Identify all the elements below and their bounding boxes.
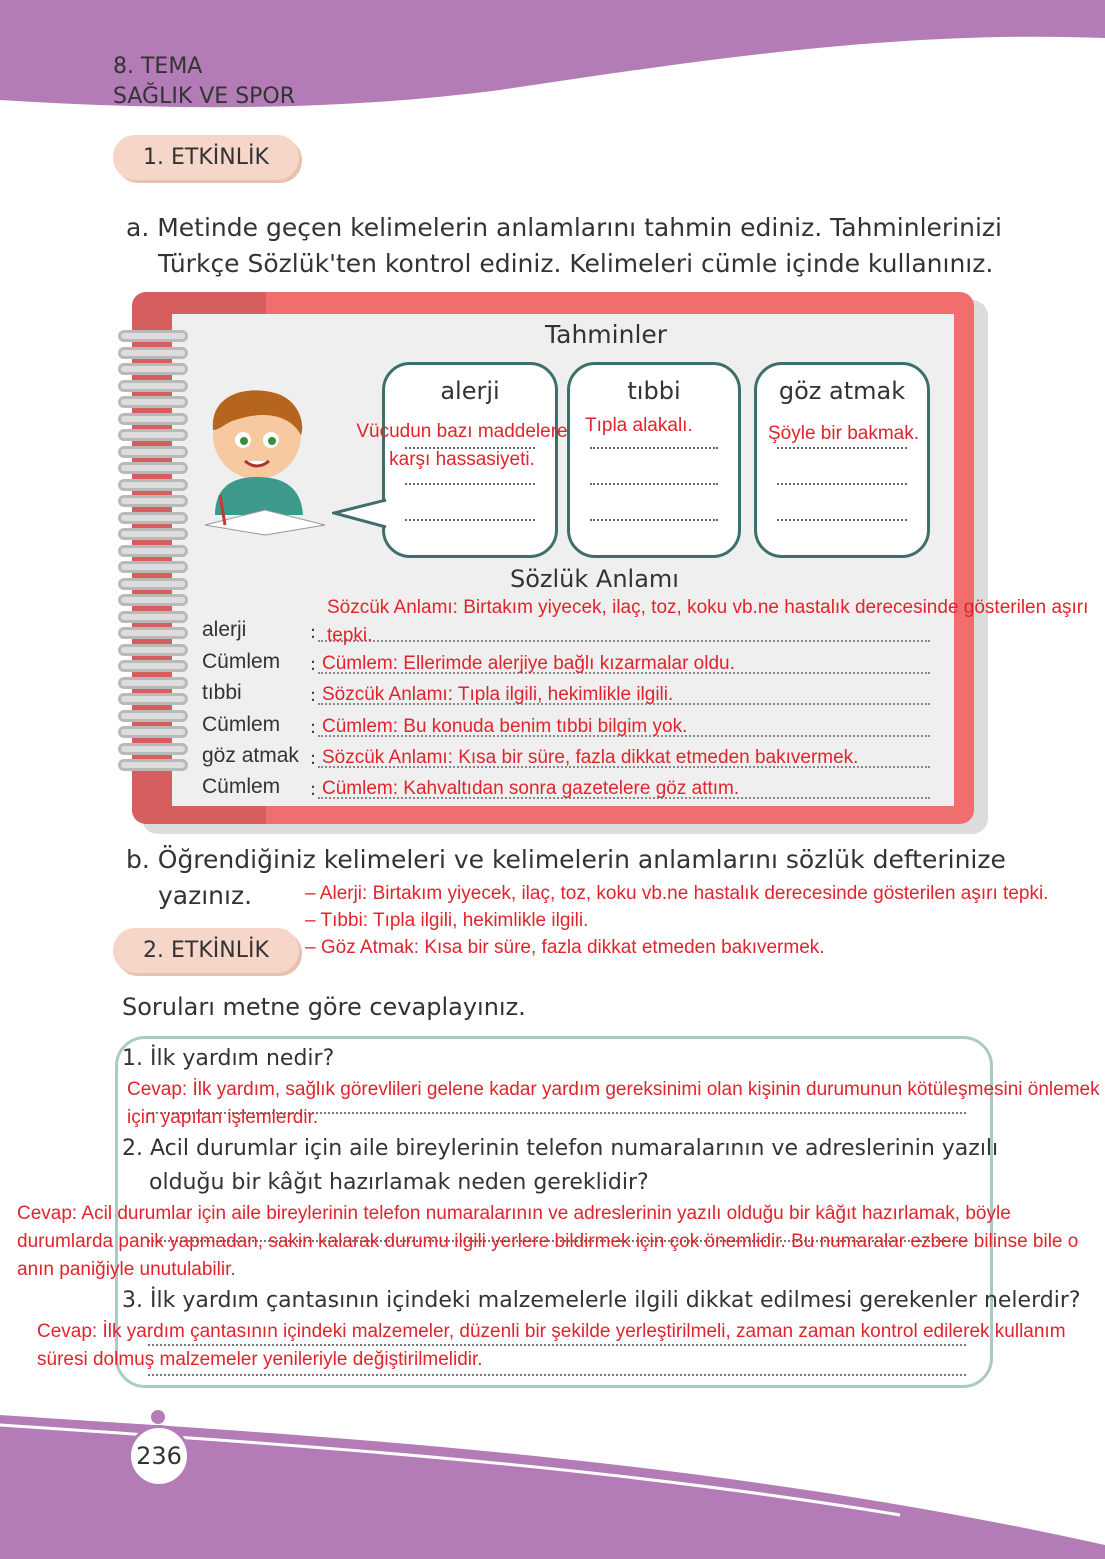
row-answer: Sözcük Anlamı: Tıpla ilgili, hekimlikle ilgili. [322, 684, 674, 705]
spiral-ring [118, 479, 188, 491]
spiral-ring [118, 594, 188, 606]
prediction-bubble [754, 362, 930, 558]
activity-2-instruction: Soruları metne göre cevaplayınız. [122, 993, 526, 1021]
row-answer: Cümlem: Ellerimde alerjiye bağlı kızarmalar oldu. [322, 653, 735, 674]
question-2-line2: olduğu bir kâğıt hazırlamak neden gereklidir? [149, 1170, 649, 1195]
instruction-a [126, 210, 1002, 282]
spiral-ring [118, 660, 188, 672]
answer-b-goz-atmak: – Göz Atmak: Kısa bir süre, fazla dikkat etmeden bakıvermek. [305, 937, 825, 958]
spiral-ring [118, 743, 188, 755]
colon: : [310, 654, 317, 675]
spiral-ring [118, 644, 188, 656]
spiral-ring [118, 561, 188, 573]
row-label: Cümlem [202, 775, 281, 798]
answer-b-tibbi: – Tıbbi: Tıpla ilgili, hekimlikle ilgili. [305, 910, 589, 931]
spiral-ring [118, 627, 188, 639]
answer-line [590, 519, 718, 521]
speech-tail [332, 495, 392, 535]
theme-title: SAĞLIK VE SPOR [113, 84, 296, 109]
row-answer: Sözcük Anlamı: Birtakım yiyecek, ilaç, toz, koku vb.ne hastalık derecesinde gösterilen aşırı tepki. [327, 597, 1089, 646]
colon: : [310, 779, 317, 800]
spiral-ring [118, 396, 188, 408]
answer-b-alerji: – Alerji: Birtakım yiyecek, ilaç, toz, koku vb.ne hastalık derecesinde gösterilen aşırı tepki. [305, 883, 1049, 904]
row-answer: Sözcük Anlamı: Kısa bir süre, fazla dikkat etmeden bakıvermek. [322, 747, 859, 768]
bubble-word: göz atmak [778, 377, 906, 405]
colon: : [310, 622, 317, 643]
activity-2-badge: 2. ETKİNLİK [113, 928, 299, 973]
spiral-ring [118, 726, 188, 738]
question-3: 3. İlk yardım çantasının içindeki malzemelerle ilgili dikkat edilmesi gerekenler nelerdir? [122, 1288, 1081, 1313]
question-2-line1: 2. Acil durumlar için aile bireylerinin telefon numaralarının ve adreslerinin yazılı [122, 1136, 999, 1161]
boy-illustration-icon [195, 385, 345, 545]
spiral-ring [118, 330, 188, 342]
row-answer: Cümlem: Kahvaltıdan sonra gazetelere göz attım. [322, 778, 740, 799]
row-label: göz atmak [202, 744, 299, 767]
answer-line [405, 519, 535, 521]
spiral-ring [118, 677, 188, 689]
spiral-ring [118, 611, 188, 623]
answer-3: Cevap: İlk yardım çantasının içindeki malzemeler, düzenli bir şekilde yerleştirilmeli, zaman zaman kontrol edilerek kullanım süresi dolmuş malzemeler yenileriyle değiştirilmelidir. [37, 1321, 1066, 1370]
instruction-a-line1: a. Metinde geçen kelimelerin anlamlarını tahmin ediniz. Tahminlerinizi [126, 213, 1002, 242]
page-number: 236 [128, 1425, 190, 1487]
spiral-ring [118, 462, 188, 474]
spiral-ring [118, 512, 188, 524]
prediction-bubble [567, 362, 741, 558]
spiral-ring [118, 446, 188, 458]
row-label: Cümlem [202, 713, 281, 736]
answer-1: Cevap: İlk yardım, sağlık görevlileri gelene kadar yardım gereksinimi olan kişinin durumunun kötüleşmesini önlemek için yapılan işlemlerdir. [127, 1079, 1100, 1128]
spiral-ring [118, 759, 188, 771]
spiral-ring [118, 495, 188, 507]
dictionary-title: Sözlük Anlamı [510, 565, 679, 593]
spiral-ring [118, 429, 188, 441]
spiral-ring [118, 380, 188, 392]
predictions-title: Tahminler [545, 320, 668, 349]
activity-1-badge: 1. ETKİNLİK [113, 135, 299, 180]
answer-line [777, 483, 907, 485]
colon: : [310, 748, 317, 769]
bubble-answer: Vücudun bazı maddelere karşı hassasiyeti. [356, 421, 568, 470]
answers-b [305, 880, 1075, 961]
theme-heading [113, 52, 295, 112]
bubble-answer: Tıpla alakalı. [585, 415, 693, 436]
instruction-a-line2: Türkçe Sözlük'ten kontrol ediniz. Kelimeleri cümle içinde kullanınız. [158, 249, 994, 278]
instruction-b-line1: b. Öğrendiğiniz kelimeleri ve kelimelerin anlamlarını sözlük defterinize [126, 845, 1006, 874]
instruction-b-line2: yazınız. [158, 881, 253, 910]
spiral-ring [118, 347, 188, 359]
colon: : [310, 717, 317, 738]
row-label: tıbbi [202, 681, 242, 704]
spiral-ring [118, 528, 188, 540]
bubble-answer: Şöyle bir bakmak. [768, 423, 920, 444]
row-answer: Cümlem: Bu konuda benim tıbbi bilgim yok. [322, 716, 688, 737]
answer-line [148, 1374, 966, 1376]
spiral-ring [118, 710, 188, 722]
spiral-ring [118, 693, 188, 705]
answer-line [590, 483, 718, 485]
bubble-word: alerji [440, 377, 500, 405]
spiral-ring [118, 413, 188, 425]
answer-line [777, 519, 907, 521]
answer-line [590, 447, 718, 449]
bubble-word: tıbbi [627, 377, 681, 405]
theme-number: 8. TEMA [113, 54, 203, 79]
spiral-ring [118, 578, 188, 590]
spiral-ring [118, 363, 188, 375]
row-label: Cümlem [202, 650, 281, 673]
colon: : [310, 685, 317, 706]
row-label: alerji [202, 618, 247, 641]
answer-2: Cevap: Acil durumlar için aile bireylerinin telefon numaralarının ve adreslerinin yazılı olduğu bir kâğıt hazırlamak, böyle durumlarda panik yapmadan, sakin kalarak durumu ilgili yerlere bildirmek için çok önemlidir. Bu numaralar ezbere bilinse bile o anın paniğiyle unutulabilir. [17, 1203, 1079, 1280]
question-1: 1. İlk yardım nedir? [122, 1046, 335, 1071]
spiral-ring [118, 545, 188, 557]
answer-line [405, 483, 535, 485]
